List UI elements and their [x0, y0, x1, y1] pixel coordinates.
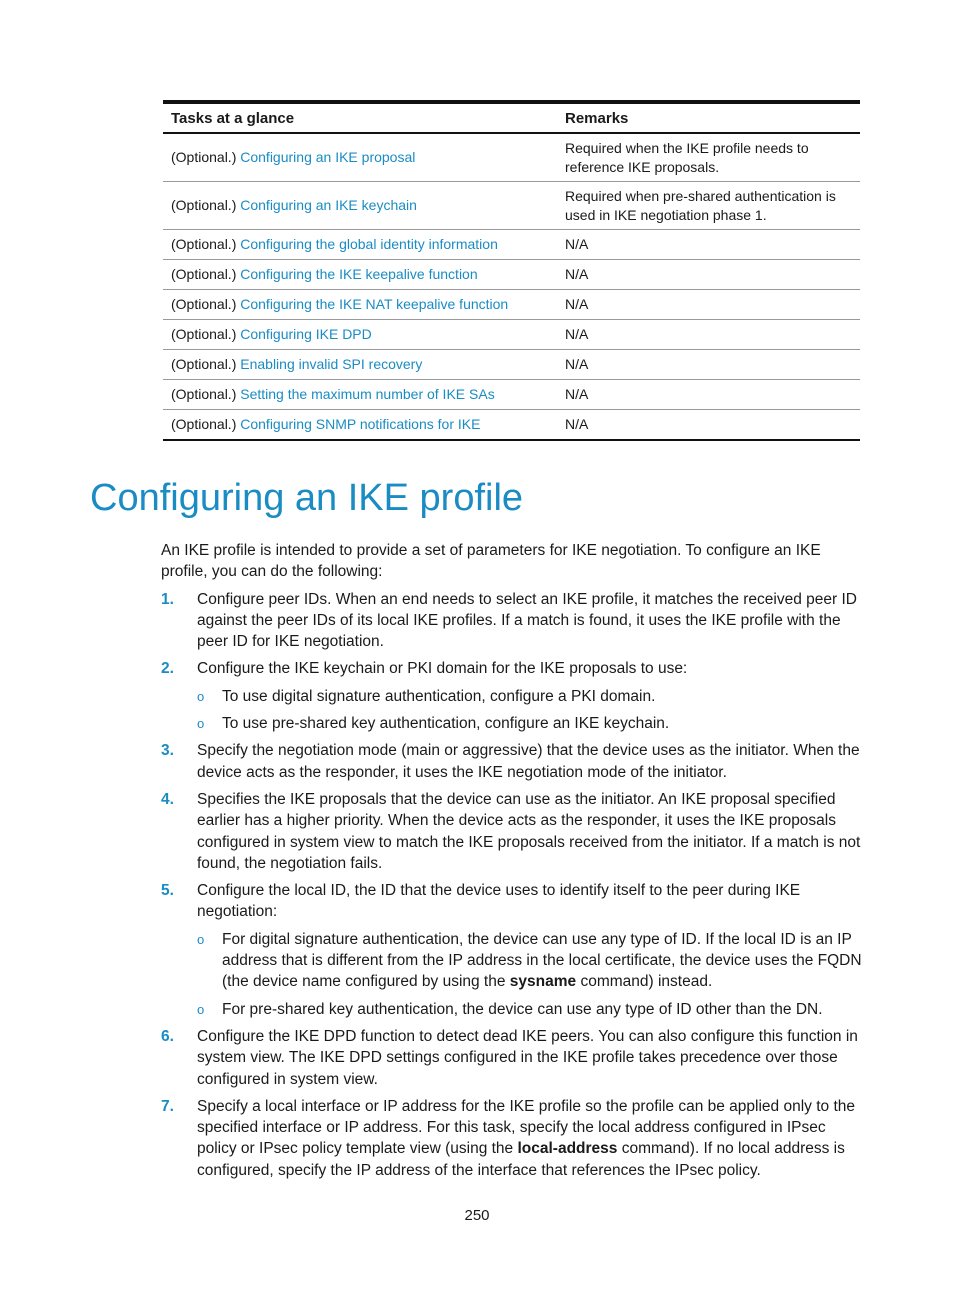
table-row — [163, 182, 860, 230]
step-item — [161, 1096, 864, 1181]
step-number: 4. — [161, 790, 174, 808]
sub-text: To use pre-shared key authentication, configure an IKE keychain. — [222, 715, 670, 733]
step-item — [161, 880, 864, 923]
step-item — [161, 1026, 864, 1090]
remark-cell: N/A — [557, 230, 860, 260]
circle-bullet-icon: o — [197, 688, 205, 704]
intro-paragraph: An IKE profile is intended to provide a set of parameters for IKE negotiation. To configure an IKE profile, you can do the following: — [161, 542, 821, 581]
header-remarks: Remarks — [565, 109, 629, 127]
step-number: 2. — [161, 660, 174, 678]
step-number: 3. — [161, 742, 174, 760]
step-item — [161, 740, 864, 783]
task-cell: (Optional.) Setting the maximum number of IKE SAs — [163, 380, 557, 410]
remark-cell: N/A — [557, 320, 860, 350]
sub-text: For pre-shared key authentication, the device can use any type of ID other than the DN. — [222, 1000, 823, 1018]
remark-cell: Required when pre-shared authentication is used in IKE negotiation phase 1. — [557, 182, 860, 230]
step-item — [161, 789, 864, 874]
table-row — [163, 290, 860, 320]
table-row — [163, 350, 860, 380]
task-link[interactable]: Configuring an IKE proposal — [240, 149, 416, 165]
sub-item — [161, 713, 864, 734]
remark-cell: N/A — [557, 380, 860, 410]
section-heading: Configuring an IKE profile — [90, 477, 524, 519]
step-item — [161, 658, 864, 679]
circle-bullet-icon: o — [197, 1001, 205, 1017]
remark-cell: Required when the IKE profile needs to reference IKE proposals. — [557, 133, 860, 182]
task-link[interactable]: Configuring the IKE keepalive function — [240, 266, 478, 282]
remark-cell: N/A — [557, 260, 860, 290]
task-cell: (Optional.) Configuring the IKE keepalive function — [163, 260, 557, 290]
header-tasks: Tasks at a glance — [171, 109, 295, 127]
table-row — [163, 133, 860, 182]
remark-cell: N/A — [557, 350, 860, 380]
page-number: 250 — [464, 1207, 490, 1224]
remark-cell: N/A — [557, 410, 860, 441]
sub-text: For digital signature authentication, the device can use any type of ID. If the local ID is an IP address that is different from the IP address in the local certificate, the device uses the FQDN (the device name configured by using the sysname command) instead. — [222, 930, 862, 991]
remark-cell: N/A — [557, 290, 860, 320]
table-row — [163, 320, 860, 350]
table-row — [163, 230, 860, 260]
step-text: Specify a local interface or IP address for the IKE profile so the profile can be applied only to the specified interface or IP address. For this task, specify the local address configured in IPsec policy or IPsec policy template view (using the local-address command). If no local address is configured, specify the IP address of the interface that references the IPsec policy. — [197, 1097, 855, 1179]
table-header-row — [163, 102, 860, 133]
step-text: Configure the IKE DPD function to detect dead IKE peers. You can also configure this function in system view. The IKE DPD settings configured in the IKE profile takes precedence over those configured in system view. — [197, 1027, 858, 1088]
step-number: 5. — [161, 882, 174, 900]
section-body — [161, 540, 864, 1187]
task-link[interactable]: Setting the maximum number of IKE SAs — [240, 386, 495, 402]
step-item — [161, 589, 864, 653]
step-text: Configure peer IDs. When an end needs to select an IKE profile, it matches the received peer ID against the peer IDs of its local IKE profiles. If a match is found, it uses the IKE profile with the peer ID for IKE negotiation. — [197, 590, 857, 651]
sub-item — [161, 686, 864, 707]
table-row — [163, 380, 860, 410]
task-cell: (Optional.) Configuring an IKE proposal — [163, 133, 557, 182]
task-cell: (Optional.) Configuring IKE DPD — [163, 320, 557, 350]
step-number: 6. — [161, 1027, 174, 1045]
task-cell: (Optional.) Configuring the global identity information — [163, 230, 557, 260]
step-text: Specify the negotiation mode (main or aggressive) that the device uses as the initiator. When the device acts as the responder, it uses the IKE negotiation mode of the initiator. — [197, 742, 860, 781]
circle-bullet-icon: o — [197, 716, 205, 732]
sub-item — [161, 999, 864, 1020]
task-link[interactable]: Configuring the global identity information — [240, 236, 498, 252]
command-keyword: local-address — [517, 1140, 618, 1158]
circle-bullet-icon: o — [197, 931, 205, 947]
table-row — [163, 410, 860, 441]
task-cell: (Optional.) Configuring an IKE keychain — [163, 182, 557, 230]
step-text: Configure the IKE keychain or PKI domain for the IKE proposals to use: — [197, 660, 688, 678]
task-link[interactable]: Configuring IKE DPD — [240, 326, 372, 342]
step-number: 1. — [161, 590, 174, 608]
task-link[interactable]: Configuring SNMP notifications for IKE — [240, 416, 481, 432]
task-link[interactable]: Configuring an IKE keychain — [240, 197, 417, 213]
step-text: Configure the local ID, the ID that the device uses to identify itself to the peer during IKE negotiation: — [197, 882, 801, 921]
sub-text: To use digital signature authentication, configure a PKI domain. — [222, 687, 656, 705]
sub-item — [161, 929, 864, 993]
table-row — [163, 260, 860, 290]
task-link[interactable]: Configuring the IKE NAT keepalive function — [240, 296, 509, 312]
task-cell: (Optional.) Enabling invalid SPI recovery — [163, 350, 557, 380]
step-text: Specifies the IKE proposals that the device can use as the initiator. An IKE proposal specified earlier has a higher priority. When the device acts as the responder, it uses the IKE proposals configured in system view to match the IKE proposals received from the initiator. If a match is not found, the negotiation fails. — [197, 790, 861, 872]
command-keyword: sysname — [509, 973, 577, 991]
task-cell: (Optional.) Configuring SNMP notifications for IKE — [163, 410, 557, 441]
step-number: 7. — [161, 1097, 174, 1115]
tasks-table — [163, 100, 860, 441]
task-link[interactable]: Enabling invalid SPI recovery — [240, 356, 423, 372]
task-cell: (Optional.) Configuring the IKE NAT keepalive function — [163, 290, 557, 320]
